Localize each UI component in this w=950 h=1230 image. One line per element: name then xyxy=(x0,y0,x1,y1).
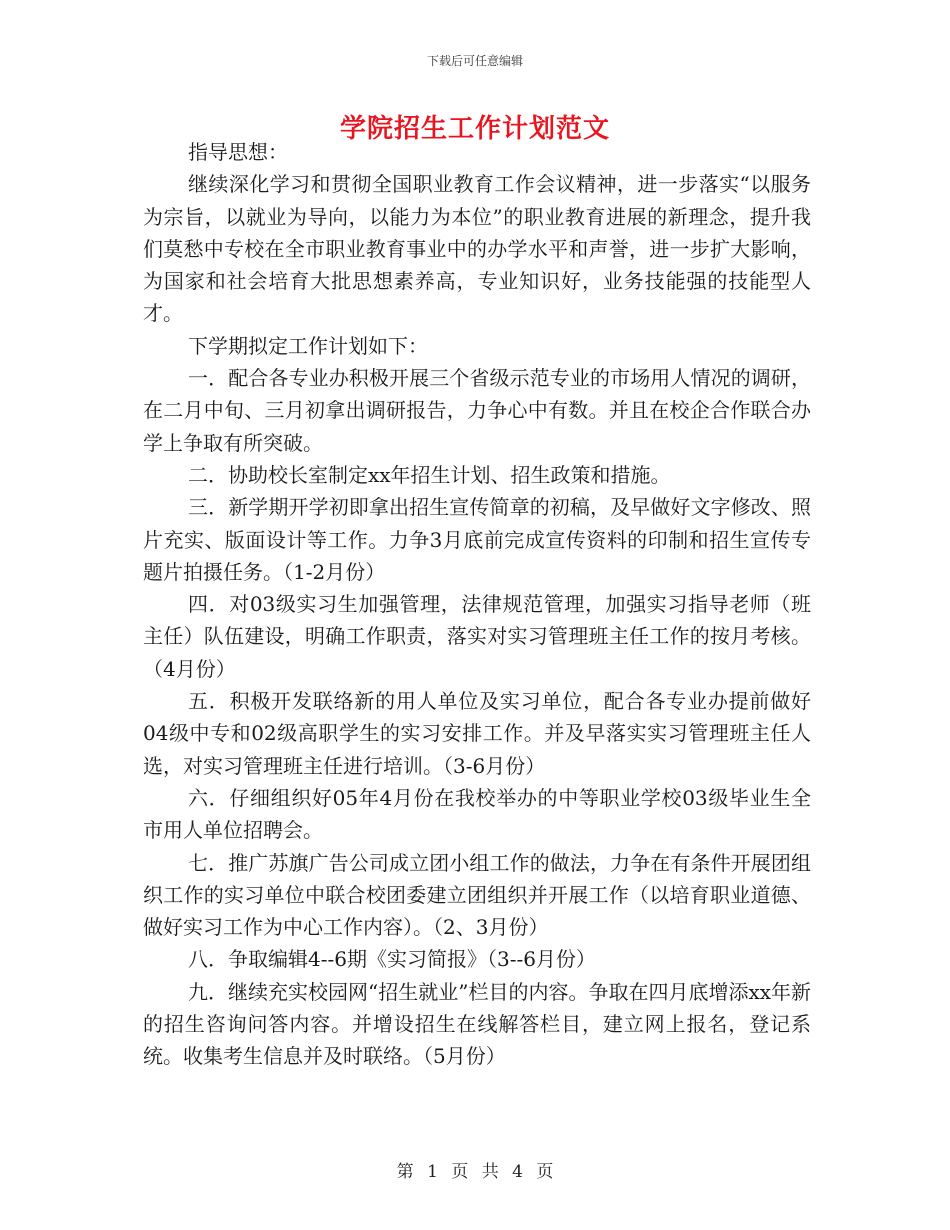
plan-item-3: 三．新学期开学初即拿出招生宣传简章的初稿，及早做好文字修改、照片充实、版面设计等工作。力争3月底前完成宣传资料的印制和招生宣传专题片拍摄任务。（1-2月份） xyxy=(143,495,811,584)
paragraph-guiding-idea: 继续深化学习和贯彻全国职业教育工作会议精神，进一步落实“以服务为宗旨，以就业为导向，以能力为本位”的职业教育进展的新理念，提升我们莫愁中专校在全市职业教育事业中的办学水平和声誉，进一步扩大影响，为国家和社会培育大批思想素养高，专业知识好，业务技能强的技能型人才。 xyxy=(143,172,811,326)
page-header-note: 下载后可任意编辑 xyxy=(426,54,523,68)
plan-item-2: 二．协助校长室制定xx年招生计划、招生政策和措施。 xyxy=(188,462,671,487)
footer-di: 第 xyxy=(396,1162,414,1182)
page-footer xyxy=(0,1157,950,1182)
plan-item-1: 一．配合各专业办积极开展三个省级示范专业的市场用人情况的调研，在二月中旬、三月初拿出调研报告，力争心中有数。并且在校企合作联合办学上争取有所突破。 xyxy=(143,366,811,455)
plan-item-9: 九．继续充实校园网“招生就业”栏目的内容。争取在四月底增添xx年新的招生咨询问答内容。并增设招生在线解答栏目，建立网上报名，登记系统。收集考生信息并及时联络。（5月份） xyxy=(143,979,812,1069)
footer-page-number: 1 xyxy=(427,1162,438,1182)
plan-item-4: 四．对03级实习生加强管理，法律规范管理，加强实习指导老师（班主任）队伍建设，明确工作职责，落实对实习管理班主任工作的按月考核。（4月份） xyxy=(143,592,811,681)
footer-gong: 共 xyxy=(481,1162,499,1182)
footer-total-pages: 4 xyxy=(512,1162,523,1182)
plan-item-7: 七．推广苏旗广告公司成立团小组工作的做法，力争在有条件开展团组织工作的实习单位中联合校团委建立团组织并开展工作（以培育职业道德、做好实习工作为中心工作内容）。（2、3月份） xyxy=(143,850,811,940)
document-title: 学院招生工作计划范文 xyxy=(339,114,610,144)
plan-item-5: 五．积极开发联络新的用人单位及实习单位，配合各专业办提前做好04级中专和02级高职学生的实习安排工作。并及早落实实习管理班主任人选，对实习管理班主任进行培训。（3-6月份） xyxy=(143,689,811,778)
footer-ye-2: 页 xyxy=(536,1162,554,1182)
plan-item-8: 八．争取编辑4--6期《实习简报》（3--6月份） xyxy=(188,947,596,972)
section-heading-plan: 下学期拟定工作计划如下： xyxy=(188,333,428,358)
section-heading-guiding-idea: 指导思想： xyxy=(188,140,288,164)
footer-ye: 页 xyxy=(451,1162,469,1182)
document-body xyxy=(143,136,811,1073)
plan-item-6: 六．仔细组织好05年4月份在我校举办的中等职业学校03级毕业生全市用人单位招聘会。 xyxy=(143,785,811,843)
